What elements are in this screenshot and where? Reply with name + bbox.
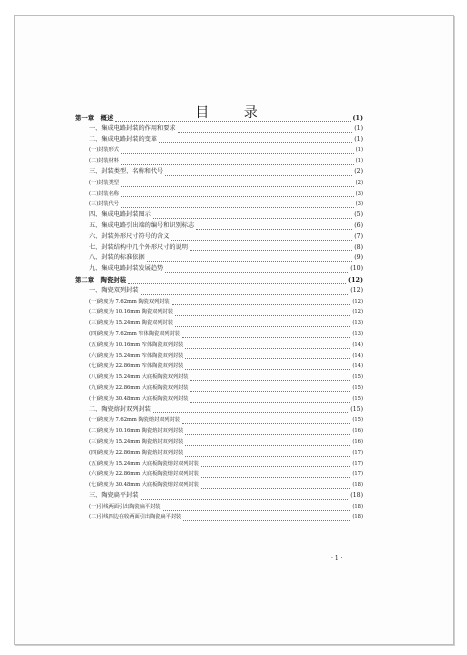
toc-entry-page: (9) xyxy=(354,254,363,262)
toc-entry-page: (1) xyxy=(355,147,363,154)
toc-entry-page: (15) xyxy=(352,374,363,381)
document-page xyxy=(14,15,454,645)
toc-entry xyxy=(75,189,363,200)
toc-entry-page: (17) xyxy=(352,460,363,467)
toc-entry-title: (一)封装类型 xyxy=(89,179,119,186)
toc-entry xyxy=(75,286,363,297)
toc-entry-page: (2) xyxy=(354,167,363,175)
toc-entry-page: (16) xyxy=(352,428,363,435)
toc-entry-page: (2) xyxy=(355,179,363,186)
dot-leader xyxy=(201,460,350,467)
toc-entry xyxy=(75,394,363,405)
toc-entry xyxy=(75,437,363,448)
toc-entry xyxy=(75,221,363,232)
toc-entry-page: (1) xyxy=(355,158,363,165)
toc-entry xyxy=(75,145,363,156)
dot-leader xyxy=(183,514,350,521)
toc-entry-title: (七)跨度为 22.86mm 窄体陶瓷双列封装 xyxy=(89,363,184,370)
dot-leader xyxy=(201,471,350,478)
toc-entry-title: (四)跨度为 22.86mm 陶瓷熔封双列封装 xyxy=(89,449,184,456)
toc-entry-page: (3) xyxy=(355,190,363,197)
toc-entry-title: 二、集成电路封装的变革 xyxy=(89,135,158,143)
toc-entry-title: (九)跨度为 22.86mm 大底板陶瓷双列封装 xyxy=(89,384,189,391)
dot-leader xyxy=(121,201,354,208)
toc-entry-page: (17) xyxy=(352,471,363,478)
toc-entry xyxy=(75,361,363,372)
toc-entry-page: (18) xyxy=(350,491,363,499)
dot-leader xyxy=(147,255,353,262)
page-number: · 1 · xyxy=(331,555,343,562)
toc-entry-page: (14) xyxy=(352,363,363,370)
toc-entry-title: 六、封装外形尺寸符号的含义 xyxy=(89,232,170,240)
toc-entry xyxy=(75,372,363,383)
dot-leader xyxy=(121,158,354,165)
toc-entry-page: (7) xyxy=(354,232,363,240)
toc-entry xyxy=(75,415,363,426)
toc-entry-title: (二)封装材料 xyxy=(89,158,119,165)
toc-entry-title: (一)跨度为 7.62mm 陶瓷双列封装 xyxy=(89,298,170,305)
toc-entry xyxy=(75,156,363,167)
toc-entry-page: (13) xyxy=(352,330,363,337)
dot-leader xyxy=(128,277,346,284)
toc-entry xyxy=(75,199,363,210)
toc-entry-title: 第一章 概述 xyxy=(75,114,114,122)
toc-entry xyxy=(75,448,363,459)
dot-leader xyxy=(190,396,350,403)
toc-entry-page: (3) xyxy=(355,201,363,208)
toc-entry-page: (12) xyxy=(350,286,363,294)
toc-entry xyxy=(75,113,363,124)
toc-entry-title: (十)跨度为 30.48mm 大底板陶瓷双列封装 xyxy=(89,395,189,402)
dot-leader xyxy=(175,320,350,327)
dot-leader xyxy=(185,352,350,359)
toc-entry xyxy=(75,329,363,340)
toc-entry-title: (六)跨度为 15.24mm 窄体陶瓷双列封装 xyxy=(89,352,184,359)
toc-entry xyxy=(75,491,363,502)
toc-entry xyxy=(75,275,363,286)
toc-entry-title: 二、陶瓷熔封双列封装 xyxy=(89,405,151,413)
toc-entry-title: (八)跨度为 15.24mm 大底板陶瓷双列封装 xyxy=(89,374,189,381)
dot-leader xyxy=(165,169,352,176)
toc-entry-page: (1) xyxy=(354,124,363,132)
toc-entry xyxy=(75,253,363,264)
dot-leader xyxy=(121,190,354,197)
toc-entry-page: (17) xyxy=(352,449,363,456)
page-title: 目 录 xyxy=(195,105,273,121)
toc-entry-page: (12) xyxy=(352,298,363,305)
dot-leader xyxy=(159,136,352,143)
toc-entry xyxy=(75,459,363,470)
toc-entry xyxy=(75,167,363,178)
dot-leader xyxy=(196,223,352,230)
toc-entry xyxy=(75,178,363,189)
toc-entry xyxy=(75,210,363,221)
toc-entry-title: (六)跨度为 22.86mm 大底板陶瓷熔封双列封装 xyxy=(89,471,199,478)
toc-entry-page: (18) xyxy=(352,482,363,489)
dot-leader xyxy=(190,244,352,251)
dot-leader xyxy=(141,493,349,500)
toc-entry xyxy=(75,297,363,308)
toc-entry-title: (二)封装名称 xyxy=(89,190,119,197)
toc-entry xyxy=(75,502,363,513)
toc-entry-title: 九、集成电路封装发展趋势 xyxy=(89,265,164,273)
toc-entry-title: 五、集成电路引出端的编号和识别标志 xyxy=(89,221,195,229)
toc-entry-page: (8) xyxy=(354,243,363,251)
toc-entry xyxy=(75,340,363,351)
toc-entry-title: (七)跨度为 30.48mm 大底板陶瓷熔封双列封装 xyxy=(89,482,199,489)
toc-entry-page: (1) xyxy=(352,114,363,122)
toc-entry-page: (18) xyxy=(352,514,363,521)
toc-entry-page: (10) xyxy=(350,265,363,273)
toc-entry-title: 第二章 陶瓷封装 xyxy=(75,275,127,284)
toc-entry-title: (一)封装形式 xyxy=(89,147,119,154)
toc-entry-title: (三)跨度为 15.24mm 陶瓷双列封装 xyxy=(89,320,173,327)
dot-leader xyxy=(163,504,351,511)
toc-entry-title: (一)跨度为 7.62mm 陶瓷熔封双列封装 xyxy=(89,417,180,424)
dot-leader xyxy=(171,234,352,241)
dot-leader xyxy=(185,342,350,349)
toc-entry xyxy=(75,318,363,329)
toc-entry xyxy=(75,405,363,416)
toc-entry-page: (13) xyxy=(352,320,363,327)
toc-entry-page: (15) xyxy=(352,384,363,391)
toc-entry xyxy=(75,264,363,275)
dot-leader xyxy=(165,266,348,273)
toc-entry-title: (二)跨度为 10.16mm 陶瓷双列封装 xyxy=(89,309,173,316)
dot-leader xyxy=(153,212,352,219)
toc-entry-title: (三)封装代号 xyxy=(89,201,119,208)
toc-entry-page: (16) xyxy=(352,438,363,445)
toc-entry-title: (二)跨度为 10.16mm 陶瓷熔封双列封装 xyxy=(89,428,184,435)
dot-leader xyxy=(121,180,354,187)
toc-entry-page: (6) xyxy=(354,221,363,229)
dot-leader xyxy=(115,115,350,122)
toc-entry xyxy=(75,512,363,523)
dot-leader xyxy=(178,126,353,133)
toc-entry-title: 一、集成电路封装的作用和要求 xyxy=(89,124,176,132)
toc-entry-title: 三、陶瓷扁平封装 xyxy=(89,491,139,499)
toc-entry-title: 四、集成电路封装图示 xyxy=(89,211,151,219)
dot-leader xyxy=(190,385,350,392)
toc-entry-title: (二)引线四边在收两面引出陶瓷扁平封装 xyxy=(89,514,182,521)
table-of-contents xyxy=(75,113,363,523)
dot-leader xyxy=(185,450,350,457)
toc-entry-title: 一、陶瓷双列封装 xyxy=(89,286,139,294)
dot-leader xyxy=(185,363,350,370)
dot-leader xyxy=(182,331,350,338)
toc-entry-page: (15) xyxy=(352,395,363,402)
dot-leader xyxy=(121,147,354,154)
toc-entry xyxy=(75,480,363,491)
toc-entry-page: (12) xyxy=(348,275,363,284)
toc-entry-page: (12) xyxy=(352,309,363,316)
toc-entry xyxy=(75,135,363,146)
toc-entry-page: (14) xyxy=(352,341,363,348)
dot-leader xyxy=(201,482,350,489)
dot-leader xyxy=(182,417,350,424)
dot-leader xyxy=(172,298,351,305)
toc-entry xyxy=(75,426,363,437)
toc-entry-page: (15) xyxy=(350,405,363,413)
toc-entry-page: (14) xyxy=(352,352,363,359)
dot-leader xyxy=(185,428,350,435)
toc-entry xyxy=(75,351,363,362)
toc-entry-title: (一)引线两面引出陶瓷扁平封装 xyxy=(89,503,161,510)
toc-entry-title: 三、封装类型、名称和代号 xyxy=(89,167,164,175)
toc-entry xyxy=(75,469,363,480)
toc-entry-title: (五)跨度为 15.24mm 大底板陶瓷熔封双列封装 xyxy=(89,460,199,467)
toc-entry xyxy=(75,383,363,394)
toc-entry xyxy=(75,124,363,135)
toc-entry-page: (15) xyxy=(352,417,363,424)
dot-leader xyxy=(185,439,350,446)
toc-entry xyxy=(75,243,363,254)
toc-entry-title: (五)跨度为 10.16mm 窄体陶瓷双列封装 xyxy=(89,341,184,348)
toc-entry-page: (18) xyxy=(352,503,363,510)
toc-entry-title: 八、封装的标准依据 xyxy=(89,254,145,262)
dot-leader xyxy=(153,406,348,413)
toc-entry-page: (1) xyxy=(354,135,363,143)
toc-entry-page: (5) xyxy=(354,211,363,219)
toc-entry-title: (四)跨度为 7.62mm 窄体陶瓷双列封装 xyxy=(89,330,180,337)
dot-leader xyxy=(141,288,349,295)
toc-entry xyxy=(75,232,363,243)
toc-entry-title: 七、封装结构中几个外形尺寸的说明 xyxy=(89,243,188,251)
dot-leader xyxy=(190,374,350,381)
dot-leader xyxy=(175,309,350,316)
toc-entry xyxy=(75,307,363,318)
toc-entry-title: (三)跨度为 15.24mm 陶瓷熔封双列封装 xyxy=(89,438,184,445)
